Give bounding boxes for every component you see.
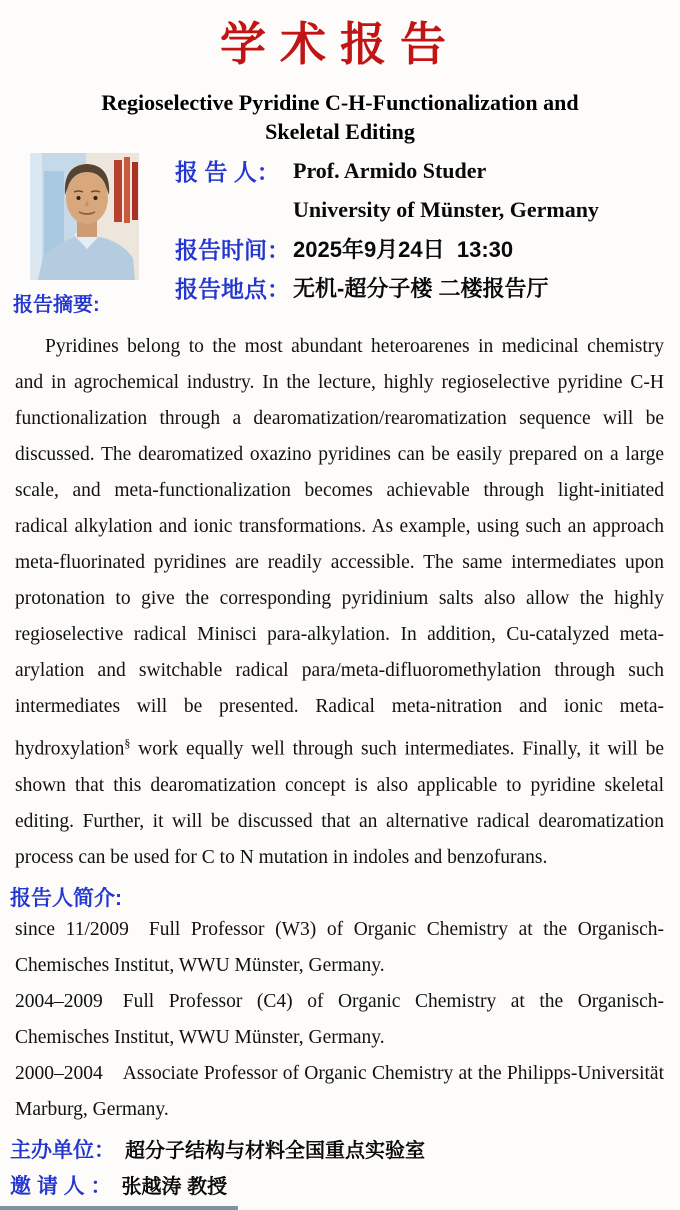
bio-entry-1 bbox=[15, 912, 664, 984]
abstract-footnote-mark: § bbox=[124, 736, 131, 750]
bio-text-2: Full Professor (C4) of Organic Chemistry at the Organisch-Chemisches Institut, WWU Münster, Germany. bbox=[15, 990, 664, 1048]
venue-value: 无机-超分子楼 二楼报告厅 bbox=[293, 276, 549, 301]
speaker-info-section bbox=[0, 151, 680, 317]
bio-text-3: Associate Professor of Organic Chemistry at the Philipps-Universität Marburg, Germany. bbox=[15, 1062, 664, 1120]
page-title: 学术报告 bbox=[220, 18, 460, 70]
inviter-row bbox=[10, 1170, 680, 1200]
lecture-title-line2: Skeletal Editing bbox=[265, 119, 415, 144]
speaker-name: Prof. Armido Studer bbox=[293, 157, 487, 183]
abstract-section-label: 报告摘要: bbox=[13, 294, 100, 316]
time-row bbox=[175, 229, 599, 268]
bio-period-1: since 11/2009 bbox=[15, 918, 129, 940]
abstract-text-part2: work equally well through such intermediates. Finally, it will be shown that this dearomatization concept is also applicable to pyridine skeletal editing. Further, it will be discussed that an alternative radical dearomatization process can be used for C to N mutation in indoles and benzofurans. bbox=[15, 738, 664, 868]
lecture-title bbox=[30, 88, 650, 146]
bio-section-label: 报告人简介: bbox=[10, 886, 122, 910]
time-label: 报告时间： bbox=[175, 237, 290, 263]
abstract-text-part1: Pyridines belong to the most abundant heteroarenes in medicinal chemistry and in agrochemical industry. In the lecture, highly regioselective pyridine C-H functionalization through a dearomatization/rearomatization sequence will be discussed. The dearomatized oxazino pyridines can be easily prepared on a large scale, and meta-functionalization becomes achievable through light-initiated radical alkylation and ionic transformations. As example, using such an approach meta-fluorinated pyridines are readily accessible. The same intermediates upon protonation to give the corresponding pyridinium salts also allow the highly regioselective radical Minisci para-alkylation. In addition, Cu-catalyzed meta-arylation and switchable radical para/meta-difluoromethylation through such intermediates will be presented. Radical meta-nitration and ionic meta-hydroxylation bbox=[15, 336, 664, 760]
venue-label: 报告地点： bbox=[175, 276, 290, 302]
venue-row bbox=[175, 268, 599, 307]
inviter-label: 邀 请 人 ： bbox=[10, 1175, 112, 1198]
speaker-photo bbox=[30, 153, 139, 280]
speaker-affiliation: University of Münster, Germany bbox=[293, 196, 599, 222]
bio-period-2: 2004–2009 bbox=[15, 990, 103, 1012]
lecture-title-line1: Regioselective Pyridine C-H-Functionalization and bbox=[101, 90, 579, 115]
bio-text-1: Full Professor (W3) of Organic Chemistry at the Organisch-Chemisches Institut, WWU Münster, Germany. bbox=[15, 918, 664, 976]
abstract-paragraph bbox=[15, 329, 664, 876]
host-row bbox=[10, 1134, 680, 1164]
footer bbox=[0, 1134, 680, 1206]
bio-entry-3 bbox=[15, 1056, 664, 1128]
affiliation-row bbox=[175, 190, 599, 229]
time-value: 2025年9月24日 13:30 bbox=[293, 237, 514, 262]
host-label: 主办单位： bbox=[10, 1139, 115, 1162]
speaker-label: 报 告 人： bbox=[175, 159, 280, 185]
host-value: 超分子结构与材料全国重点实验室 bbox=[125, 1140, 425, 1162]
speaker-row bbox=[175, 151, 599, 190]
bio-entry-2 bbox=[15, 984, 664, 1056]
bio-period-3: 2000–2004 bbox=[15, 1062, 103, 1084]
bottom-banner-fragment bbox=[0, 1206, 238, 1210]
speaker-portrait-illustration bbox=[30, 153, 139, 280]
inviter-value: 张越涛 教授 bbox=[121, 1176, 228, 1198]
speaker-info-table bbox=[175, 151, 599, 307]
